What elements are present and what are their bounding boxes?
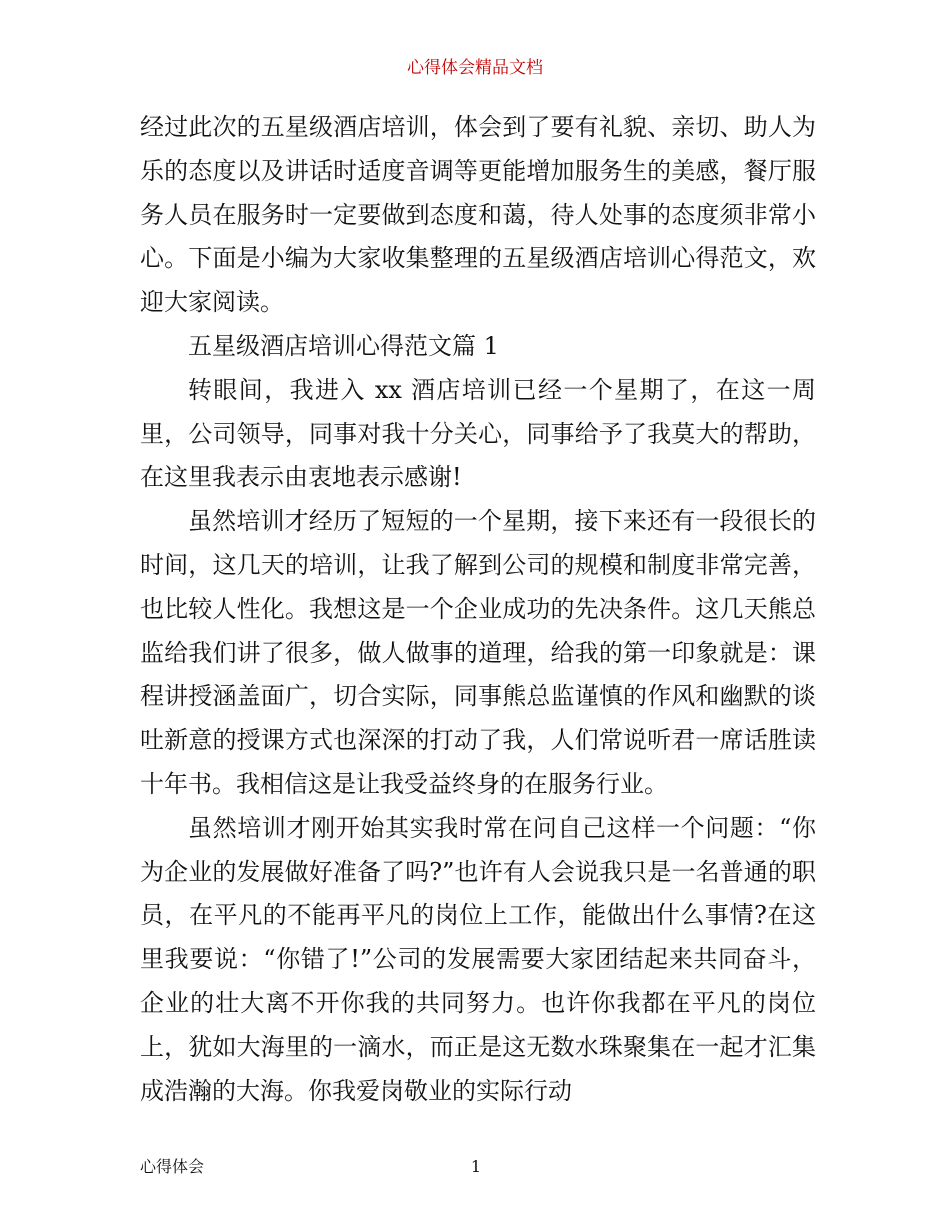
body-paragraph-3: 虽然培训才刚开始其实我时常在问自己这样一个问题：“你为企业的发展做好准备了吗?”也许有人会说我只是一名普通的职员，在平凡的不能再平凡的岗位上工作，能做出什么事情?在这里我要说：“你错了!”公司的发展需要大家团结起来共同奋斗，企业的壮大离不开你我的共同努力。也许你我都在平凡的岗位上，犹如大海里的一滴水，而正是这无数水珠聚集在一起才汇集成浩瀚的大海。你我爱岗敬业的实际行动: [140, 813, 816, 1105]
document-body: [140, 106, 816, 1113]
page-number: 1: [470, 1157, 482, 1176]
section-title: 五星级酒店培训心得范文篇 1: [188, 331, 499, 360]
header-title: 心得体会精品文档: [407, 58, 543, 78]
body-paragraph-2: 虽然培训才经历了短短的一个星期，接下来还有一段很长的时间，这几天的培训，让我了解到公司的规模和制度非常完善，也比较人性化。我想这是一个企业成功的先决条件。这几天熊总监给我们讲了很多，做人做事的道理，给我的第一印象就是：课程讲授涵盖面广，切合实际，同事熊总监谨慎的作风和幽默的谈吐新意的授课方式也深深的打动了我，人们常说听君一席话胜读十年书。我相信这是让我受益终身的在服务行业。: [140, 507, 816, 798]
intro-paragraph: 经过此次的五星级酒店培训，体会到了要有礼貌、亲切、助人为乐的态度以及讲话时适度音调等更能增加服务生的美感，餐厅服务人员在服务时一定要做到态度和蔼，待人处事的态度须非常小心。下面是小编为大家收集整理的五星级酒店培训心得范文，欢迎大家阅读。: [140, 113, 816, 317]
body-paragraph-1: 转眼间，我进入 xx 酒店培训已经一个星期了，在这一周里，公司领导，同事对我十分关心，同事给予了我莫大的帮助，在这里我表示由衷地表示感谢!: [140, 375, 816, 492]
footer-label: 心得体会: [140, 1157, 205, 1176]
